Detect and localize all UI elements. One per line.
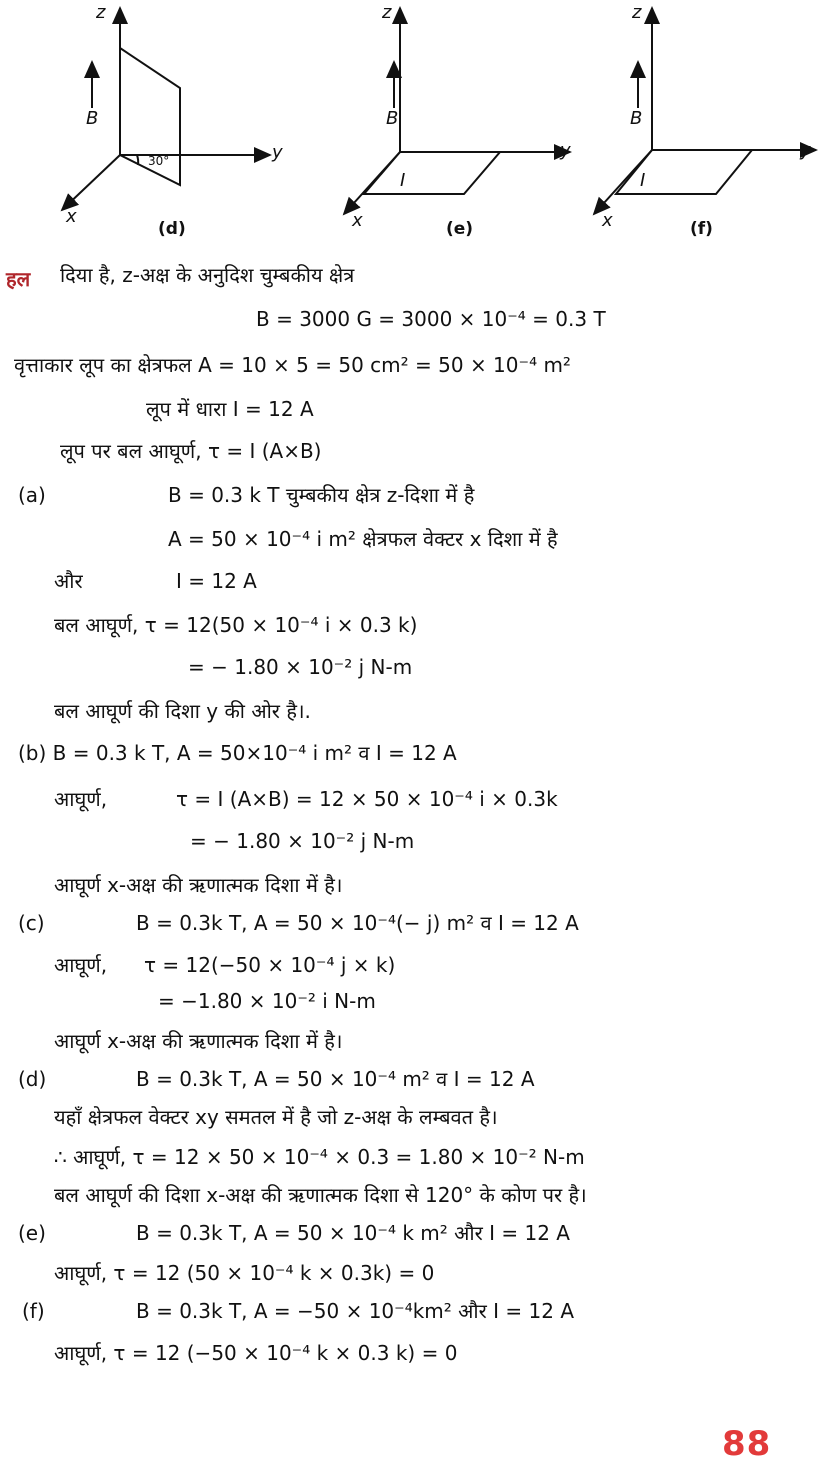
text-line: ∴ आघूर्ण, τ = 12 × 50 × 10⁻⁴ × 0.3 = 1.80 × 10⁻² N-m [54,1145,585,1169]
text-line: बल आघूर्ण की दिशा x-अक्ष की ऋणात्मक दिशा से 120° के कोण पर है। [54,1183,587,1207]
field-label: B [630,108,643,129]
figure-row [0,0,818,245]
figure-d [40,0,300,245]
solution-label: हल [6,267,31,291]
text-line: दिया है, z-अक्ष के अनुदिश चुम्बकीय क्षेत्र [60,263,355,287]
text-line: B = 0.3k T, A = 50 × 10⁻⁴ m² व I = 12 A [136,1067,535,1091]
current-label: I [400,170,406,191]
text-line: आघूर्ण, [54,953,108,977]
angle-label: 30° [148,154,170,168]
text-line: बल आघूर्ण की दिशा y की ओर है।. [54,699,311,723]
text-line: (f) [22,1299,45,1323]
text-line: A = 50 × 10⁻⁴ i m² क्षेत्रफल वेक्टर x दिशा में है [168,527,558,551]
axis-x-label: x [66,206,77,227]
field-label: B [86,108,99,129]
axis-x-label: x [602,210,613,231]
axis-x-label: x [352,210,363,231]
text-line: (d) [18,1067,47,1091]
text-line: (a) [18,483,46,507]
text-line: यहाँ क्षेत्रफल वेक्टर xy समतल में है जो z-अक्ष के लम्बवत है। [54,1105,498,1129]
text-line: = − 1.80 × 10⁻² j N-m [190,829,415,853]
text-line: और [54,569,83,593]
text-line: आघूर्ण, τ = 12 (50 × 10⁻⁴ k × 0.3k) = 0 [54,1261,435,1285]
figure-caption: (f) [690,219,713,239]
text-line: = − 1.80 × 10⁻² j N-m [188,655,413,679]
text-line: लूप में धारा I = 12 A [146,397,314,421]
figure-e [330,0,590,245]
text-line: आघूर्ण x-अक्ष की ऋणात्मक दिशा में है। [54,1029,343,1053]
text-line: = −1.80 × 10⁻² i N-m [158,989,376,1013]
page-number: 88 [722,1424,772,1464]
text-line: B = 0.3 k T चुम्बकीय क्षेत्र z-दिशा में है [168,483,475,507]
text-line: τ = I (A×B) = 12 × 50 × 10⁻⁴ i × 0.3k [176,787,558,811]
figure-caption: (d) [158,219,186,239]
text-line: (b) B = 0.3 k T, A = 50×10⁻⁴ i m² व I = 12 A [18,741,457,765]
current-label: I [640,170,646,191]
axis-z-label: z [632,2,642,23]
text-line: B = 0.3k T, A = −50 × 10⁻⁴km² और I = 12 A [136,1299,575,1323]
axis-y-label: y [272,142,283,163]
figure-f [580,0,818,245]
axis-z-label: z [96,2,106,23]
text-line: लूप पर बल आघूर्ण, τ = I (A×B) [60,439,322,463]
text-line: वृत्ताकार लूप का क्षेत्रफल A = 10 × 5 = 50 cm² = 50 × 10⁻⁴ m² [14,353,571,377]
text-line: (c) [18,911,45,935]
field-label: B [386,108,399,129]
text-line: (e) [18,1221,46,1245]
text-line: B = 0.3k T, A = 50 × 10⁻⁴ k m² और I = 12 A [136,1221,570,1245]
text-line: B = 3000 G = 3000 × 10⁻⁴ = 0.3 T [256,307,606,331]
text-line: आघूर्ण, τ = 12 (−50 × 10⁻⁴ k × 0.3 k) = 0 [54,1341,458,1365]
text-line: आघूर्ण x-अक्ष की ऋणात्मक दिशा में है। [54,873,343,897]
text-line: आघूर्ण, [54,787,108,811]
axis-z-label: z [382,2,392,23]
text-line: τ = 12(−50 × 10⁻⁴ j × k) [144,953,396,977]
axis-y-label: y [800,140,811,161]
figure-caption: (e) [446,219,474,239]
text-line: बल आघूर्ण, τ = 12(50 × 10⁻⁴ i × 0.3 k) [54,613,418,637]
axis-y-label: y [560,140,571,161]
text-line: I = 12 A [176,569,257,593]
text-line: B = 0.3k T, A = 50 × 10⁻⁴(− j) m² व I = 12 A [136,911,579,935]
